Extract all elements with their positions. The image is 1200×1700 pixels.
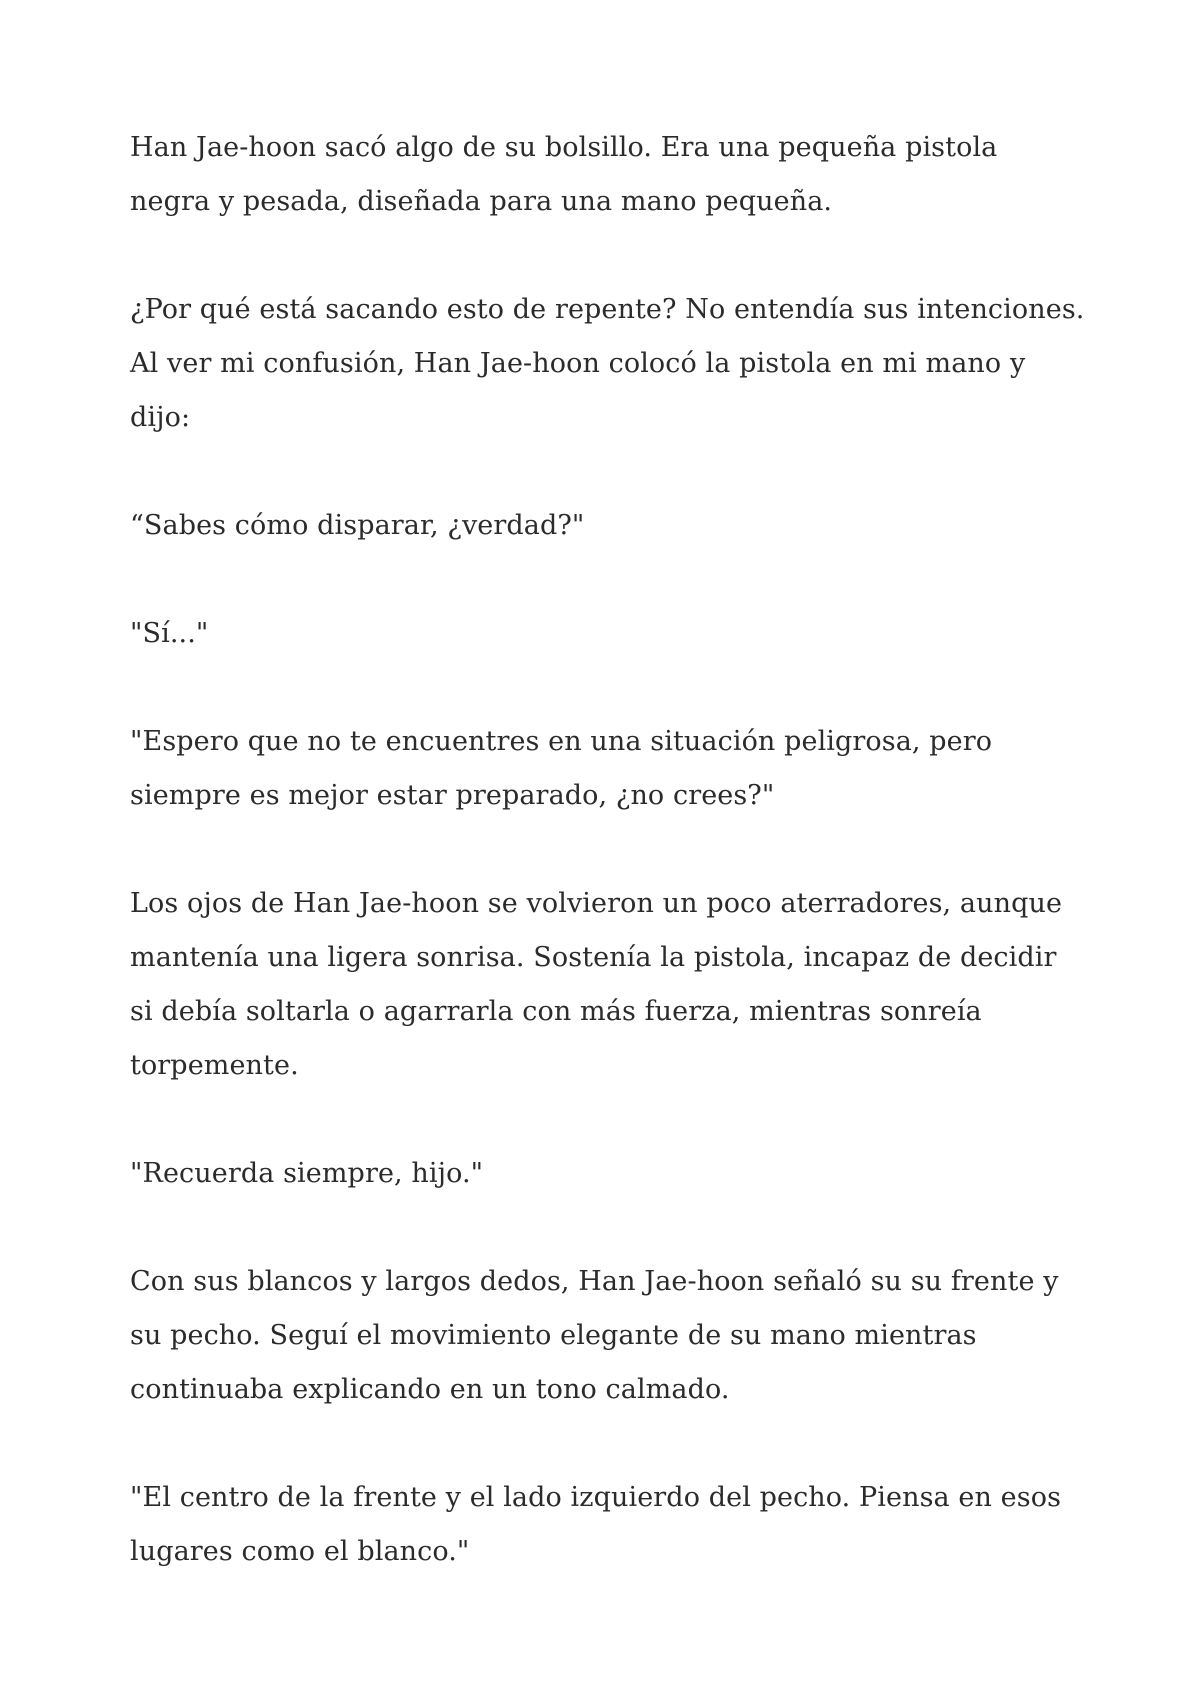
paragraph-5: [130, 715, 1090, 823]
paragraph-2: [130, 283, 1090, 445]
text-line: "Espero que no te encuentres en una situación peligrosa, pero: [130, 726, 993, 757]
text-line: Al ver mi confusión, Han Jae-hoon colocó la pistola en mi mano y: [130, 348, 1026, 379]
paragraph-8: [130, 1255, 1090, 1417]
text-line: su pecho. Seguí el movimiento elegante de su mano mientras: [130, 1320, 977, 1351]
text-line: si debía soltarla o agarrarla con más fuerza, mientras sonreía: [130, 996, 982, 1027]
text-line: lugares como el blanco.": [130, 1536, 470, 1567]
text-line: dijo:: [130, 402, 191, 433]
text-line: Han Jae-hoon sacó algo de su bolsillo. Era una pequeña pistola: [130, 132, 998, 163]
text-line: ¿Por qué está sacando esto de repente? No entendía sus intenciones.: [130, 294, 1085, 325]
text-line: "El centro de la frente y el lado izquierdo del pecho. Piensa en esos: [130, 1482, 1062, 1513]
paragraph-6: [130, 877, 1090, 1093]
document-page: [130, 121, 1090, 1633]
text-line: torpemente.: [130, 1050, 299, 1081]
paragraph-7: [130, 1147, 1090, 1201]
text-line: negra y pesada, diseñada para una mano pequeña.: [130, 186, 833, 217]
paragraph-3: [130, 499, 1090, 553]
text-line: Con sus blancos y largos dedos, Han Jae-hoon señaló su su frente y: [130, 1266, 1059, 1297]
paragraph-1: [130, 121, 1090, 229]
text-line: mantenía una ligera sonrisa. Sostenía la pistola, incapaz de decidir: [130, 942, 1057, 973]
text-line: “Sabes cómo disparar, ¿verdad?": [130, 510, 585, 541]
paragraph-4: [130, 607, 1090, 661]
text-line: "Recuerda siempre, hijo.": [130, 1158, 484, 1189]
text-line: siempre es mejor estar preparado, ¿no crees?": [130, 780, 775, 811]
text-line: continuaba explicando en un tono calmado.: [130, 1374, 730, 1405]
text-line: Los ojos de Han Jae-hoon se volvieron un poco aterradores, aunque: [130, 888, 1063, 919]
text-line: "Sí...": [130, 618, 209, 649]
paragraph-9: [130, 1471, 1090, 1579]
